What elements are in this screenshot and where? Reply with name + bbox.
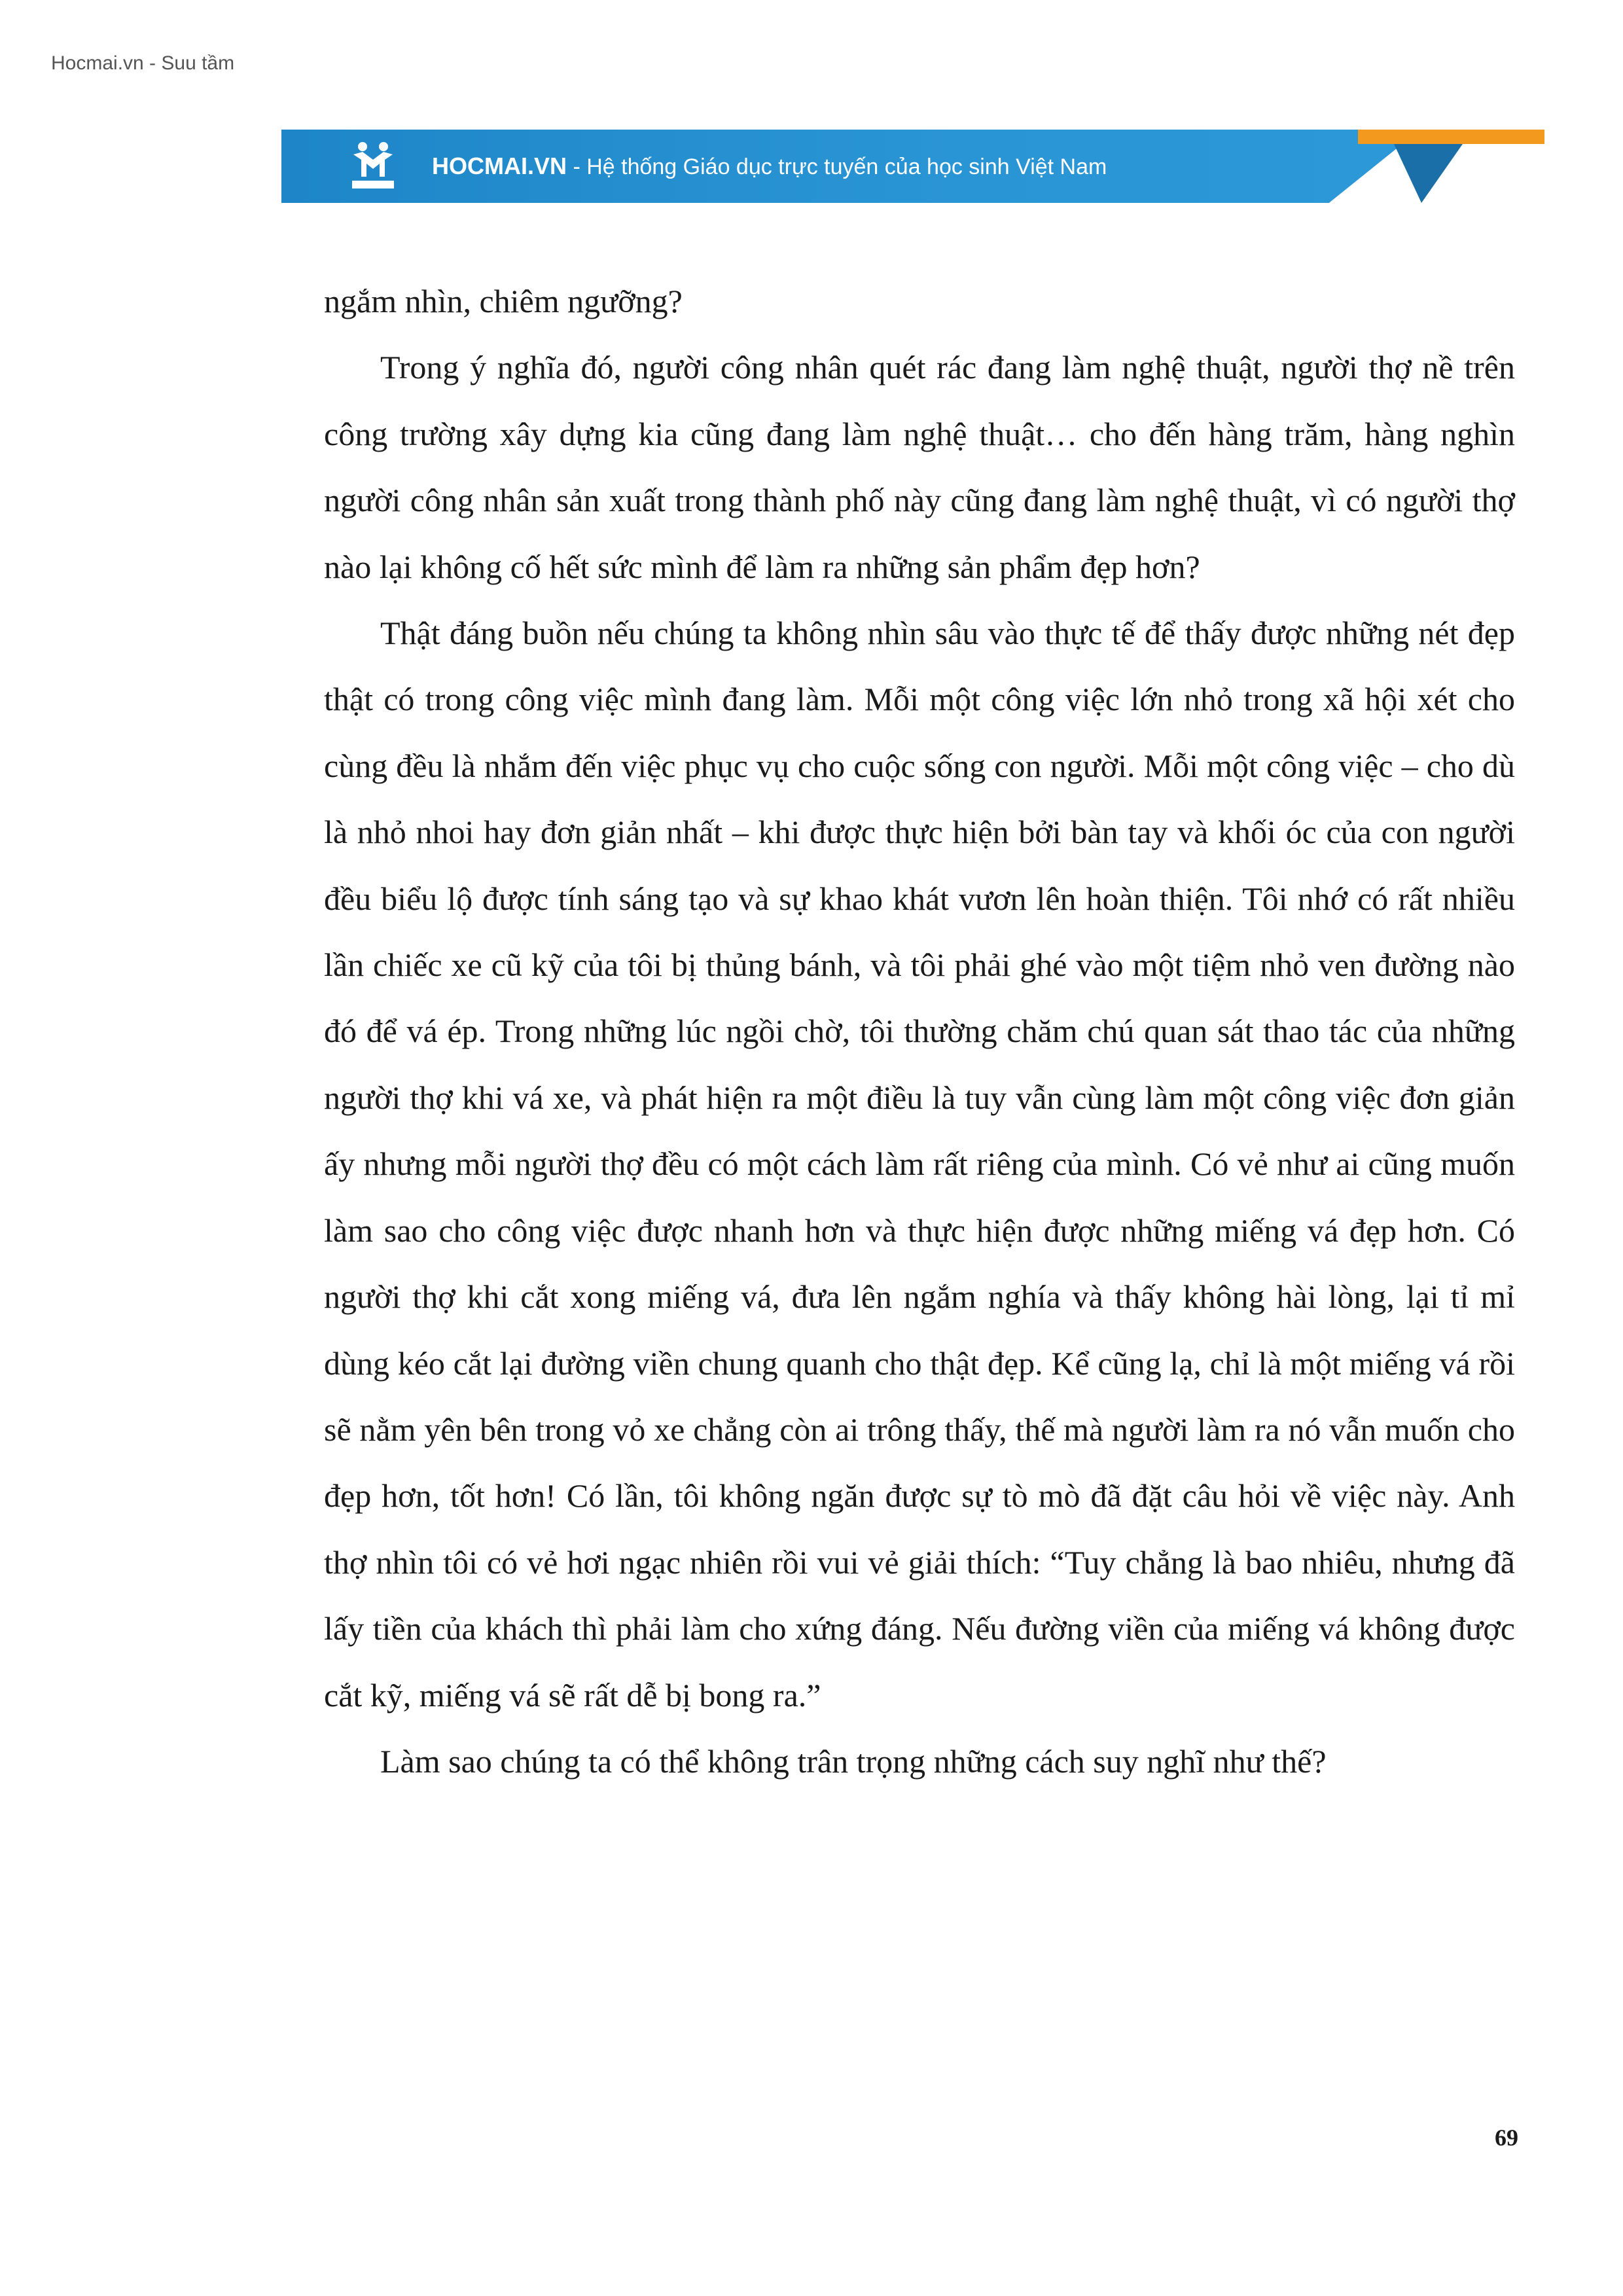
source-note: Hocmai.vn - Suu tầm xyxy=(51,52,235,74)
paragraph: Làm sao chúng ta có thể không trân trọng những cách suy nghĩ như thế? xyxy=(380,1742,1327,1780)
paragraph: Trong ý nghĩa đó, người công nhân quét rác đang làm nghệ thuật, người thợ nề trên công trường xây dựng kia cũng đang làm nghệ thuật… cho đến hàng trăm, hàng nghìn người công nhân sản xuất trong thành phố này cũng đang làm nghệ thuật, vì có người thợ nào lại không cố hết sức mình để làm ra những sản phẩm đẹp hơn? xyxy=(324,349,1515,585)
paragraph: Thật đáng buồn nếu chúng ta không nhìn sâu vào thực tế để thấy được những nét đẹp thật có trong công việc mình đang làm. Mỗi một công việc lớn nhỏ trong xã hội xét cho cùng đều là nhắm đến việc phục vụ cho cuộc sống con người. Mỗi một công việc – cho dù là nhỏ nhoi hay đơn giản nhất – khi được thực hiện bởi bàn tay và khối óc của con người đều biểu lộ được tính sáng tạo và sự khao khát vươn lên hoàn thiện. Tôi nhớ có rất nhiều lần chiếc xe cũ kỹ của tôi bị thủng bánh, và tôi phải ghé vào một tiệm nhỏ ven đường nào đó để vá ép. Trong những lúc ngồi chờ, tôi thường chăm chú quan sát thao tác của những người thợ khi vá xe, và phát hiện ra một điều là tuy vẫn cùng làm một công việc đơn giản ấy nhưng mỗi người thợ đều có một cách làm rất riêng của mình. Có vẻ như ai cũng muốn làm sao cho công việc được nhanh hơn và thực hiện được những miếng vá đẹp hơn. Có người thợ khi cắt xong miếng vá, đưa lên ngắm nghía và thấy không hài lòng, lại tỉ mỉ dùng kéo cắt lại đường viền chung quanh cho thật đẹp. Kể cũng lạ, chỉ là một miếng vá rồi sẽ nằm yên bên trong vỏ xe chẳng còn ai trông thấy, thế mà người làm ra nó vẫn muốn cho đẹp hơn, tốt hơn! Có lần, tôi không ngăn được sự tò mò đã đặt câu hỏi về việc này. Anh thợ nhìn tôi có vẻ hơi ngạc nhiên rồi vui vẻ giải thích: “Tuy chẳng là bao nhiêu, nhưng đã lấy tiền của khách thì phải làm cho xứng đáng. Nếu đường viền của miếng vá không được cắt kỹ, miếng vá sẽ rất dễ bị bong ra.” xyxy=(324,615,1515,1713)
header-banner xyxy=(281,130,1544,203)
banner-tagline: - Hệ thống Giáo dục trực tuyến của học sinh Việt Nam xyxy=(567,154,1107,179)
hocmai-logo-icon xyxy=(347,140,399,192)
banner-title xyxy=(432,130,1107,203)
page-number: 69 xyxy=(1495,2125,1518,2151)
paragraph: ngắm nhìn, chiêm ngưỡng? xyxy=(324,283,683,319)
banner-dark-accent xyxy=(1394,144,1463,203)
page-body xyxy=(324,268,1515,1795)
banner-brand: HOCMAI.VN xyxy=(432,152,567,179)
